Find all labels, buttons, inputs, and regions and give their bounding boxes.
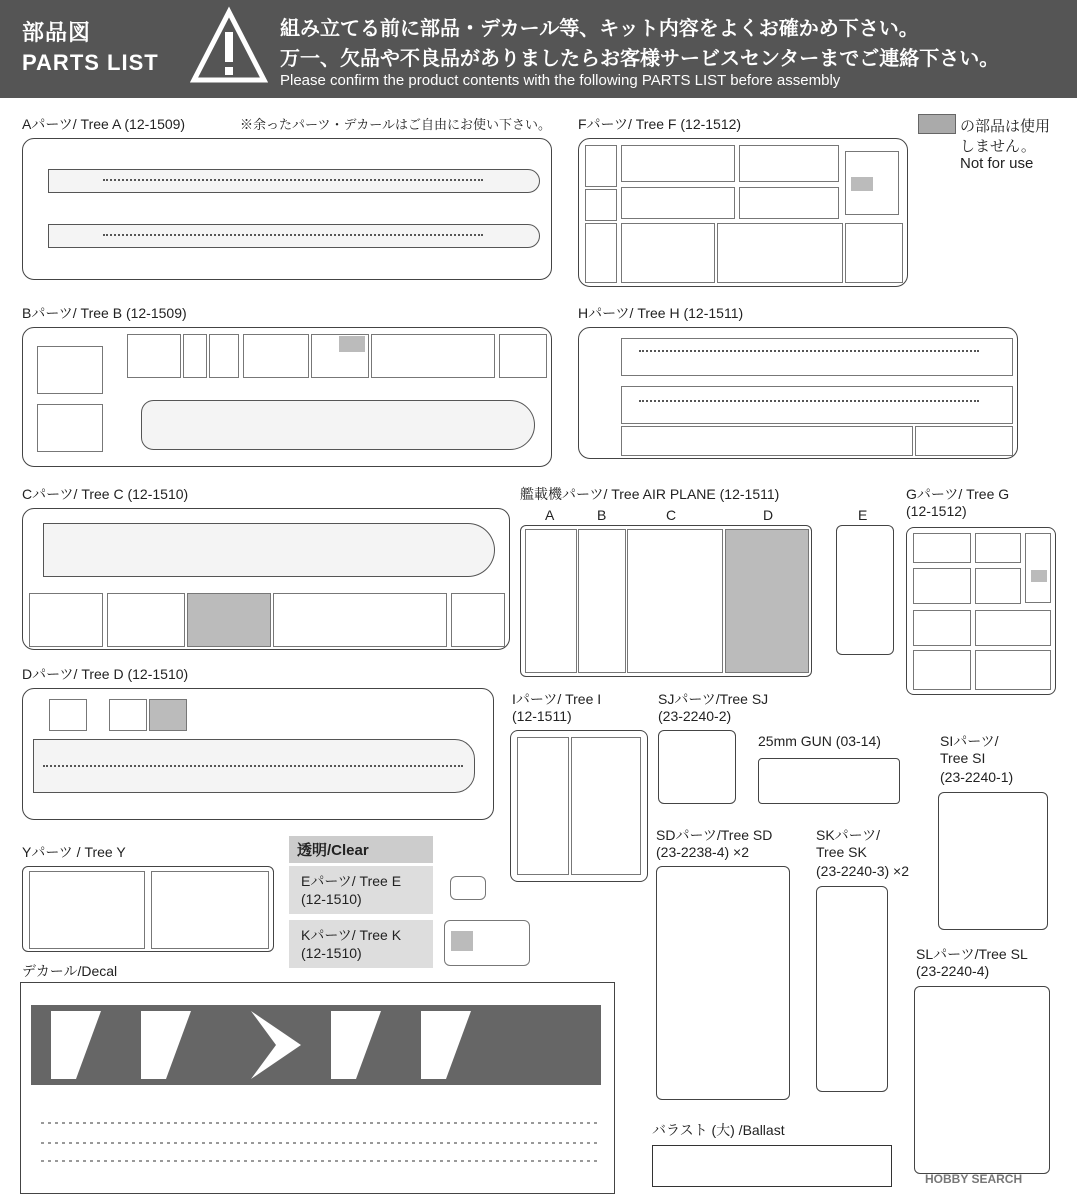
page-title: 部品図 PARTS LIST (22, 20, 159, 75)
tree-airplane-sprue (520, 525, 812, 677)
clear-title: 透明/Clear (289, 836, 433, 863)
legend-jp-1: の部品は使用 (960, 118, 1051, 135)
tree-g-label-1: Gパーツ/ Tree G (906, 486, 1010, 502)
tree-h-label: Hパーツ/ Tree H (12-1511) (578, 305, 744, 321)
tree-c-label: Cパーツ/ Tree C (12-1510) (22, 486, 189, 502)
tree-k-label: Kパーツ/ Tree K (12-1510) (289, 920, 433, 968)
legend-jp-2: しません。 (960, 138, 1036, 155)
decal-label: デカール/Decal (22, 963, 118, 979)
tree-sk-label-1: SKパーツ/ (816, 827, 881, 843)
airplane-col-c: C (666, 507, 677, 523)
tree-sj-label-2: (23-2240-2) (658, 708, 732, 724)
tree-e-label: Eパーツ/ Tree E (12-1510) (289, 866, 433, 914)
tree-y-label: Yパーツ / Tree Y (22, 844, 126, 860)
airplane-col-b: B (597, 507, 607, 523)
not-for-use-swatch (918, 114, 956, 134)
notice-en: Please confirm the product contents with the following PARTS LIST before assembly (280, 72, 841, 89)
tree-c-sprue (22, 508, 510, 650)
tree-h-sprue (578, 327, 1018, 459)
tree-d-sprue (22, 688, 494, 820)
tree-b-sprue (22, 327, 552, 467)
tree-i-sprue (510, 730, 648, 882)
legend-en: Not for use (960, 155, 1034, 172)
ballast-label: バラスト (大) /Ballast (652, 1122, 785, 1138)
tree-sj-label-1: SJパーツ/Tree SJ (658, 691, 769, 707)
gun-sprue (758, 758, 900, 804)
tree-sl-label-2: (23-2240-4) (916, 963, 990, 979)
tree-y-sprue (22, 866, 274, 952)
tree-sl-label-1: SLパーツ/Tree SL (916, 946, 1028, 962)
airplane-col-d: D (763, 507, 774, 523)
tree-f-sprue (578, 138, 908, 287)
tree-si-sprue (938, 792, 1048, 930)
tree-airplane-label: 艦載機パーツ/ Tree AIR PLANE (12-1511) (520, 486, 780, 502)
airplane-col-a: A (545, 507, 555, 523)
hull-bottom-part-1 (43, 523, 495, 577)
warning-icon (190, 6, 268, 86)
tree-si-label-1: SIパーツ/ (940, 733, 999, 749)
airplane-col-e: E (858, 507, 868, 523)
header-bar (0, 0, 1077, 98)
tree-airplane-e-sprue (836, 525, 894, 655)
tree-f-label: Fパーツ/ Tree F (12-1512) (578, 116, 742, 132)
tree-a-sprue (22, 138, 552, 280)
tree-sk-label-3: (23-2240-3) ×2 (816, 863, 910, 879)
watermark: HOBBY SEARCH (925, 1172, 1023, 1186)
tree-b-label: Bパーツ/ Tree B (12-1509) (22, 305, 187, 321)
tree-si-label-2: Tree SI (940, 750, 986, 766)
tree-i-label-1: Iパーツ/ Tree I (512, 691, 602, 707)
decal-sheet (20, 982, 615, 1194)
gun-label: 25mm GUN (03-14) (758, 733, 881, 749)
tree-g-sprue (906, 527, 1056, 695)
decal-artwork (21, 983, 614, 1193)
tree-k-sprue (444, 920, 530, 966)
tree-d-label: Dパーツ/ Tree D (12-1510) (22, 666, 189, 682)
tree-a-label: Aパーツ/ Tree A (12-1509) (22, 116, 186, 132)
tree-g-label-2: (12-1512) (906, 503, 967, 519)
tree-e-sprue (450, 876, 486, 900)
notice-jp-line-2: 万一、欠品や不良品がありましたらお客様サービスセンターまでご連絡下さい。 (280, 48, 1000, 70)
tree-sj-sprue (658, 730, 736, 804)
flight-deck-part-1 (141, 400, 535, 450)
tree-sl-sprue (914, 986, 1050, 1174)
tree-sk-label-2: Tree SK (816, 844, 867, 860)
tree-sd-sprue (656, 866, 790, 1100)
tree-si-label-3: (23-2240-1) (940, 769, 1014, 785)
notice-jp-line-1: 組み立てる前に部品・デカール等、キット内容をよくお確かめ下さい。 (280, 18, 919, 40)
tree-sd-label-1: SDパーツ/Tree SD (656, 827, 773, 843)
ballast-box (652, 1145, 892, 1187)
tree-i-label-2: (12-1511) (512, 708, 572, 724)
tree-sk-sprue (816, 886, 888, 1092)
leftover-note: ※余ったパーツ・デカールはご自由にお使い下さい。 (240, 117, 551, 132)
tree-sd-label-2: (23-2238-4) ×2 (656, 844, 750, 860)
